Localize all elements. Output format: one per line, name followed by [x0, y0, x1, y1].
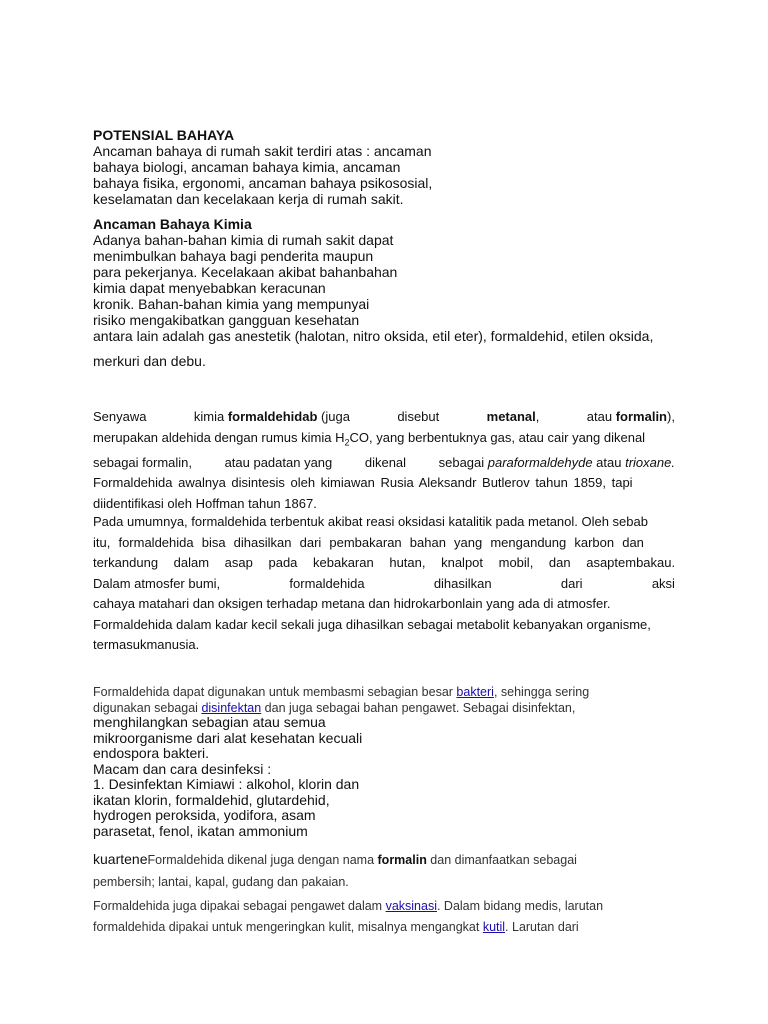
- text-line: kronik. Bahan-bahan kimia yang mempunyai: [93, 296, 370, 312]
- text-line: parasetat, fenol, ikatan ammonium: [93, 822, 308, 839]
- text-line: hydrogen peroksida, yodifora, asam: [93, 807, 316, 823]
- word: atau formalin),: [586, 409, 675, 424]
- text-line: diidentifikasi oleh Hoffman tahun 1867.: [93, 495, 317, 511]
- text-line: menghilangkan sebagian atau semua: [93, 714, 326, 730]
- text-line: ikatan klorin, formaldehid, glutardehid,: [93, 791, 330, 808]
- text-line: keselamatan dan kecelakaan kerja di rumah sakit.: [93, 191, 404, 207]
- paragraph-pengawet: [93, 896, 603, 938]
- text-line: bahaya biologi, ancaman bahaya kimia, ancaman: [93, 159, 401, 175]
- text-line: kuarteneFormaldehida dikenal juga dengan nama formalin dan dimanfaatkan sebagai: [93, 851, 577, 867]
- text-line: Formaldehida awalnya disintesis oleh kimiawan Rusia Aleksandr Butlerov tahun 1859, tapi: [93, 475, 633, 491]
- text-line: Formaldehida juga dipakai sebagai pengawet dalam vaksinasi. Dalam bidang medis, larutan: [93, 899, 604, 913]
- section-potensial-bahaya: [93, 127, 432, 207]
- text-line: 1. Desinfektan Kimiawi : alkohol, klorin dan: [93, 776, 360, 792]
- text-line: antara lain adalah gas anestetik (halotan, nitro oksida, etil eter), formaldehid, etilen oksida,: [93, 328, 654, 344]
- link-disinfektan[interactable]: disinfektan: [201, 701, 262, 715]
- text-line: Ancaman bahaya di rumah sakit terdiri atas : ancaman: [93, 143, 432, 159]
- text-line: Pada umumnya, formaldehida terbentuk akibat reasi oksidasi katalitik pada metanol. Oleh sebab: [93, 514, 648, 529]
- text-line: pembersih; lantai, kapal, gudang dan pakaian.: [93, 875, 349, 889]
- text-line: endospora bakteri.: [93, 745, 209, 761]
- word: metanal,: [486, 409, 540, 424]
- disinfection-list: [93, 715, 362, 839]
- section-ancaman-kimia: [93, 216, 653, 344]
- text-line: bahaya fisika, ergonomi, ancaman bahaya psikososial,: [93, 175, 433, 191]
- text-line: Formaldehida dalam kadar kecil sekali juga dihasilkan sebagai metabolit kebanyakan organisme,: [93, 616, 651, 632]
- text-line: menimbulkan bahaya bagi penderita maupun: [93, 248, 374, 264]
- text-line: sebagai formalin, atau padatan yang dikenal sebagai paraformaldehyde atau trioxane.: [93, 454, 675, 470]
- paragraph-kuartene: [93, 849, 577, 892]
- text-line: terkandung dalam asap pada kebakaran hutan, knalpot mobil, dan asaptembakau.: [93, 555, 676, 570]
- text-line: formaldehida dipakai untuk mengeringkan kulit, misalnya mengangkat kutil. Larutan dari: [93, 920, 579, 934]
- paragraph-senyawa: [93, 407, 675, 514]
- text-line: cahaya matahari dan oksigen terhadap metana dan hidrokarbonlain yang ada di atmosfer.: [93, 596, 611, 611]
- text-line: Adanya bahan-bahan kimia di rumah sakit dapat: [93, 232, 394, 248]
- text-line: Dalam atmosfer bumi, formaldehida dihasilkan dari aksi: [93, 575, 675, 591]
- text-line: kimia dapat menyebabkan keracunan: [93, 280, 326, 296]
- text-line: Macam dan cara desinfeksi :: [93, 760, 272, 777]
- text-line: risiko mengakibatkan gangguan kesehatan: [93, 312, 360, 328]
- word: Senyawa: [93, 409, 147, 424]
- text-line: Formaldehida dapat digunakan untuk membasmi sebagian besar bakteri, sehingga sering: [93, 685, 590, 699]
- text-line: mikroorganisme dari alat kesehatan kecuali: [93, 729, 363, 746]
- word: disebut: [397, 409, 440, 424]
- text-line: merupakan aldehida dengan rumus kimia $H_2CO$, yang berbentuknya gas, atau cair yang dikenal: [93, 429, 646, 448]
- link-vaksinasi[interactable]: vaksinasi: [385, 899, 437, 913]
- paragraph-pada-umumnya: [93, 512, 675, 656]
- section-heading: Ancaman Bahaya Kimia: [93, 216, 252, 232]
- text-line: [93, 407, 675, 428]
- text-line: itu, formaldehida bisa dihasilkan dari pembakaran bahan yang mengandung karbon dan: [93, 534, 644, 550]
- text-line: para pekerjanya. Kecelakaan akibat bahanbahan: [93, 264, 398, 280]
- link-kutil[interactable]: kutil: [482, 920, 506, 934]
- text-line: termasukmanusia.: [93, 637, 200, 652]
- word: kimia formaldehidab (juga: [193, 409, 350, 424]
- link-bakteri[interactable]: bakteri: [456, 685, 494, 699]
- paragraph-membasmi: [93, 684, 589, 716]
- text-line: digunakan sebagai disinfektan dan juga sebagai bahan pengawet. Sebagai disinfektan,: [93, 701, 576, 715]
- text-line: merkuri dan debu.: [93, 353, 206, 369]
- section-heading: POTENSIAL BAHAYA: [93, 127, 235, 143]
